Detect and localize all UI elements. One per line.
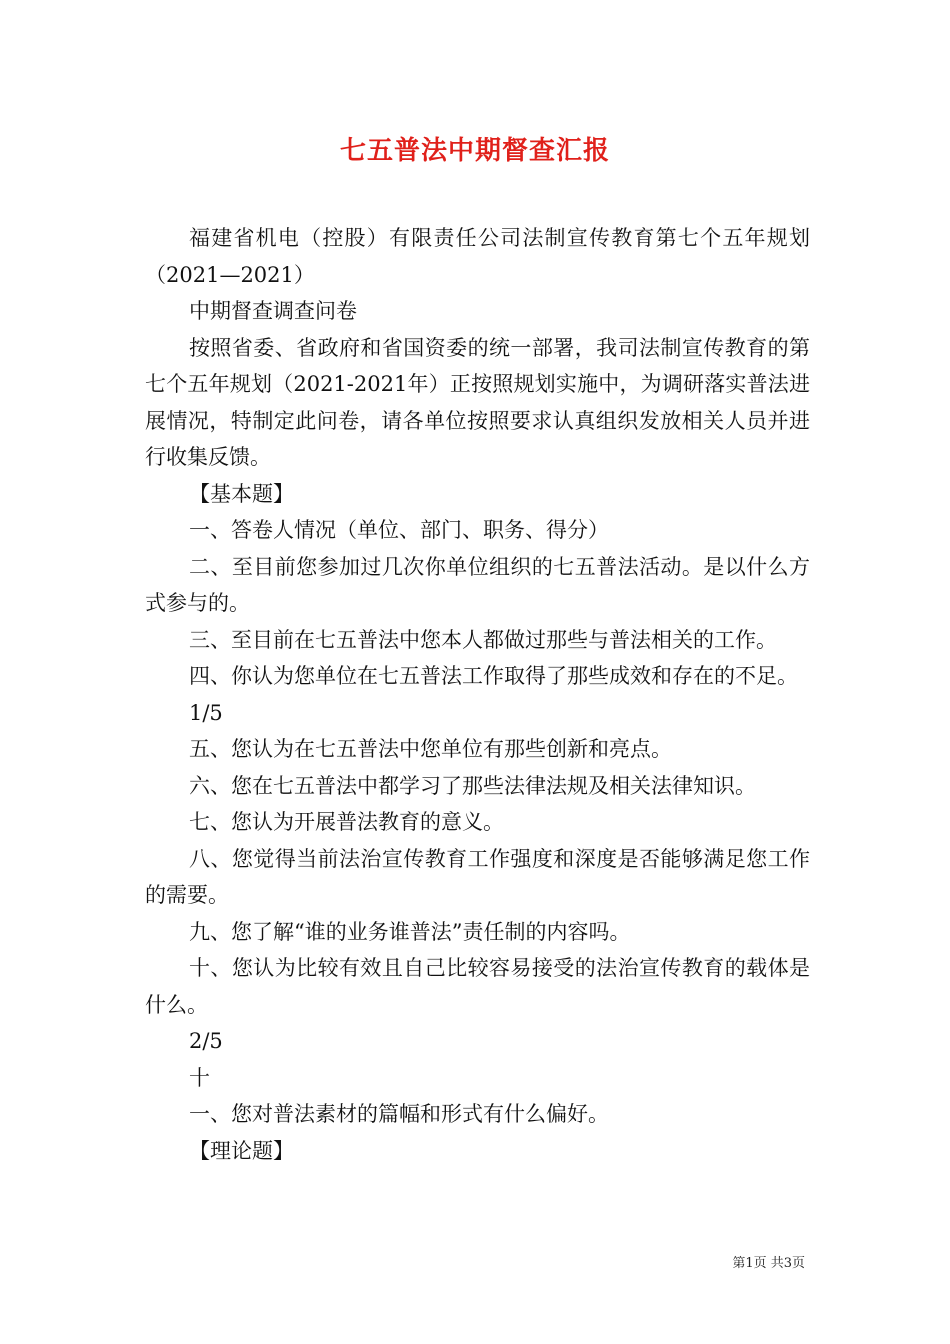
question-item: 七、您认为开展普法教育的意义。 [189, 810, 504, 834]
question-item: 十、您认为比较有效且自己比较容易接受的法治宣传教育的载体是什么。 [145, 956, 810, 1017]
question-item: 三、至目前在七五普法中您本人都做过那些与普法相关的工作。 [189, 627, 777, 652]
page-footer: 第1页 共3页 [732, 1256, 805, 1271]
question-number-fragment: 十 [189, 1065, 210, 1090]
inline-page-marker: 1/5 [189, 700, 223, 725]
question-item: 一、答卷人情况（单位、部门、职务、得分） [189, 518, 609, 542]
section-heading-theory: 【理论题】 [189, 1138, 294, 1163]
question-item: 一、您对普法素材的篇幅和形式有什么偏好。 [189, 1102, 609, 1126]
section-heading-basic: 【基本题】 [189, 481, 294, 506]
question-item: 五、您认为在七五普法中您单位有那些创新和亮点。 [189, 737, 672, 761]
question-item: 二、至目前您参加过几次你单位组织的七五普法活动。是以什么方式参与的。 [145, 554, 810, 615]
question-item: 六、您在七五普法中都学习了那些法律法规及相关法律知识。 [189, 773, 756, 798]
paragraph-survey-title: 中期督查调查问卷 [189, 299, 357, 323]
document-body [145, 220, 810, 1169]
paragraph-company-plan: 福建省机电（控股）有限责任公司法制宣传教育第七个五年规划（2021—2021） [145, 226, 810, 287]
document-title: 七五普法中期督查汇报 [339, 136, 610, 166]
inline-page-marker: 2/5 [189, 1029, 223, 1053]
question-item: 九、您了解“谁的业务谁普法”责任制的内容吗。 [189, 919, 631, 944]
paragraph-intro: 按照省委、省政府和省国资委的统一部署，我司法制宣传教育的第七个五年规划（2021-2021年）正按照规划实施中，为调研落实普法进展情况，特制定此问卷，请各单位按照要求认真组织发放相关人员并进行收集反馈。 [145, 335, 810, 469]
question-item: 八、您觉得当前法治宣传教育工作强度和深度是否能够满足您工作的需要。 [145, 846, 810, 907]
question-item: 四、你认为您单位在七五普法工作取得了那些成效和存在的不足。 [189, 664, 798, 688]
